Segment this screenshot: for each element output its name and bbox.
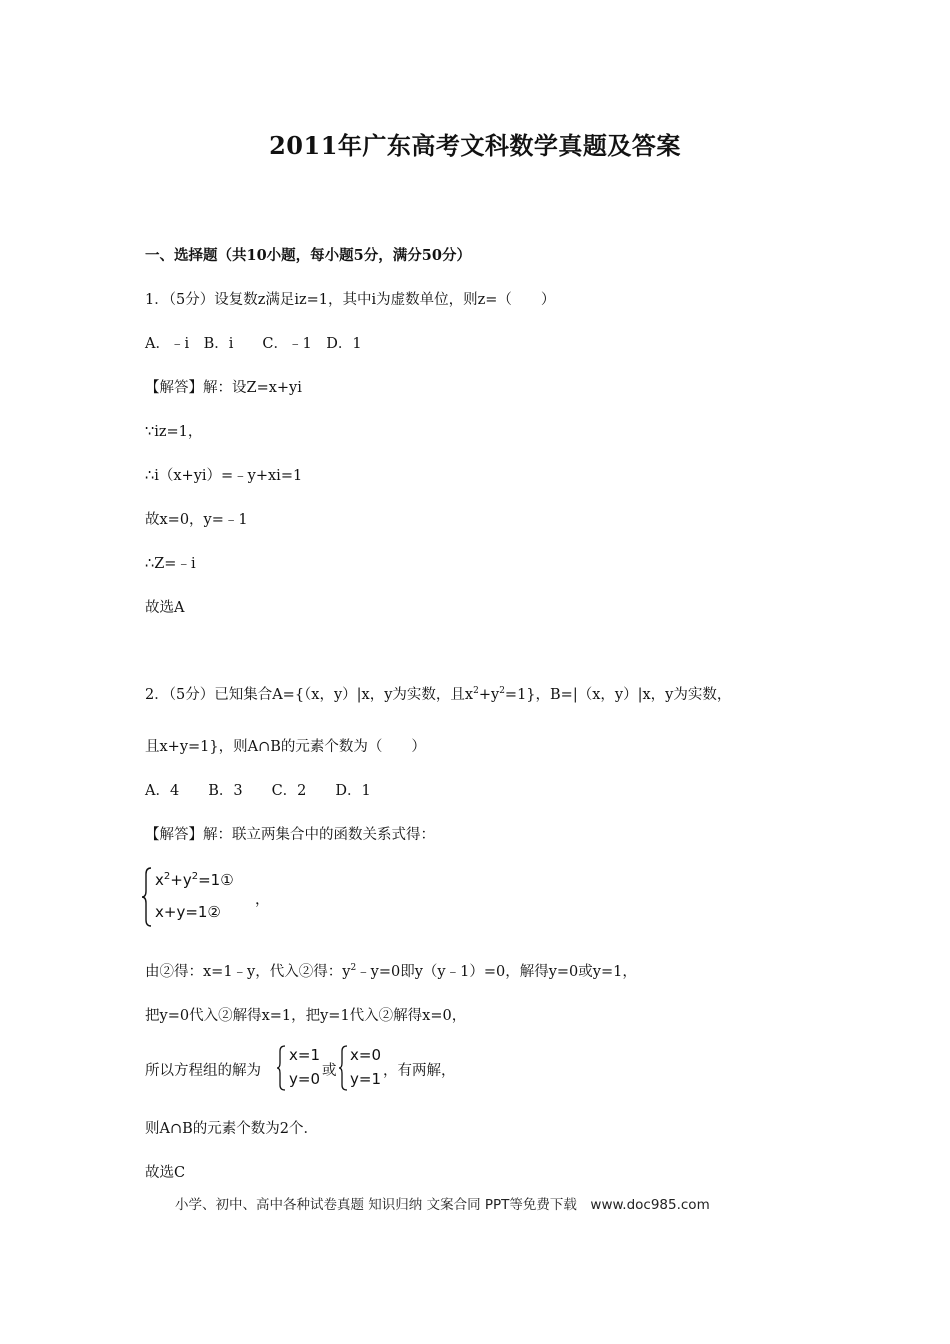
q2-stem-part: =1}，B=|（x，y）|x，y为实数， — [504, 687, 732, 703]
system-equation-2: x+y=1② — [155, 903, 221, 921]
q2-solution-pair — [145, 1044, 475, 1094]
q2-answer: 故选C — [145, 1165, 186, 1181]
solution-suffix: ，有两解， — [383, 1063, 456, 1079]
q2-stem-part: 2．（5分）已知集合A={（x，y）|x，y为实数，且x — [145, 687, 474, 703]
q2-stem-continued: 且x+y=1}，则A∩B的元素个数为（ ） — [145, 739, 426, 755]
superscript: 2 — [473, 686, 479, 697]
left-brace-icon — [338, 1045, 348, 1091]
page-title: 2011年广东高考文科数学真题及答案 — [269, 131, 681, 160]
q2-solution-line — [145, 960, 637, 981]
q2-solution-line: 把y=0代入②解得x=1，把y=1代入②解得x=0， — [145, 1008, 467, 1024]
left-brace-icon — [276, 1045, 286, 1091]
q1-stem: 1．（5分）设复数z满足iz=1，其中i为虚数单位，则z=（ ） — [145, 292, 556, 308]
eq-part: =1① — [198, 871, 234, 889]
q2-stem-part: +y — [478, 687, 500, 703]
footer-text: 小学、初中、高中各种试卷真题 知识归纳 文案合同 PPT等免费下载 www.doc985.com — [175, 1197, 710, 1213]
superscript: 2 — [499, 686, 505, 697]
q1-solution-line: 【解答】解：设Z=x+yi — [145, 380, 302, 396]
left-brace-icon — [141, 866, 153, 928]
solution-1-x: x=1 — [289, 1046, 320, 1064]
q2-options: A．4 B．3 C．2 D．1 — [145, 783, 371, 799]
equation-system — [141, 866, 281, 928]
q1-solution-line: 故x=0，y=﹣1 — [145, 512, 248, 528]
section-heading: 一、选择题（共10小题，每小题5分，满分50分） — [145, 247, 471, 264]
q1-solution-line: ∴i（x+yi）=﹣y+xi=1 — [145, 468, 303, 484]
q1-answer: 故选A — [145, 600, 185, 616]
solution-part: 由②得：x=1﹣y，代入②得：y — [145, 964, 351, 980]
solution-1-y: y=0 — [289, 1070, 320, 1088]
q1-solution-line: ∴Z=﹣i — [145, 556, 196, 572]
or-text: 或 — [322, 1063, 337, 1079]
eq-part: +y — [170, 871, 192, 889]
eq-part: x — [155, 871, 164, 889]
q2-solution-line: 则A∩B的元素个数为2个． — [145, 1121, 319, 1137]
q2-stem — [145, 683, 731, 704]
system-trailing-comma: ， — [255, 892, 270, 908]
solution-prefix: 所以方程组的解为 — [145, 1063, 261, 1079]
system-equation-1 — [155, 871, 234, 889]
solution-2-x: x=0 — [350, 1046, 381, 1064]
superscript: 2 — [191, 871, 199, 882]
superscript: 2 — [163, 871, 171, 882]
superscript: 2 — [350, 963, 357, 974]
q2-solution-line: 【解答】解：联立两集合中的函数关系式得： — [145, 827, 435, 843]
q1-options: A．﹣i B．i C．﹣1 D．1 — [145, 336, 362, 352]
solution-2-y: y=1 — [350, 1070, 381, 1088]
q1-solution-line: ∵iz=1， — [145, 424, 203, 440]
solution-part: ﹣y=0即y（y﹣1）=0，解得y=0或y=1， — [356, 964, 637, 980]
